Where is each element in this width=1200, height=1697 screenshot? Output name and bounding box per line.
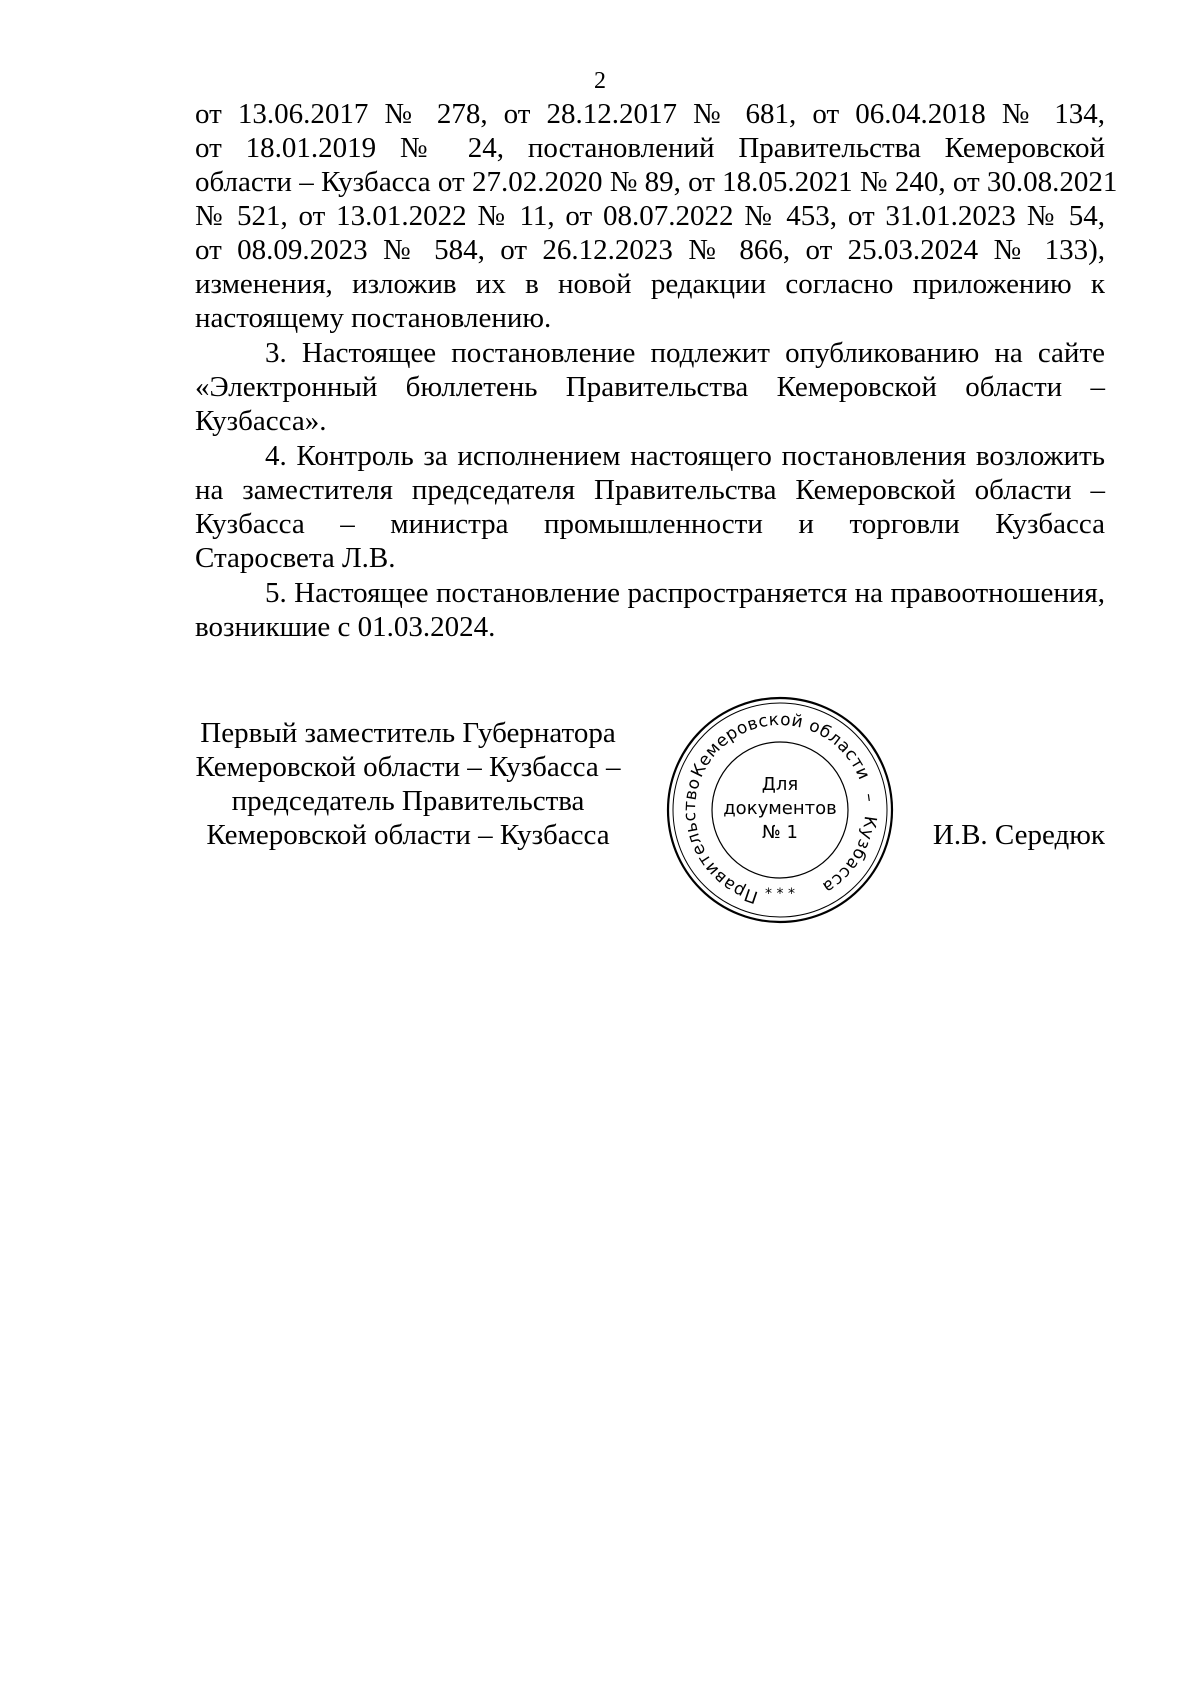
body-line: изменения, изложив их в новой редакции согласно приложению к <box>195 268 1105 300</box>
paragraph-5-line: возникшие с 01.03.2024. <box>195 611 496 643</box>
signatory-position-line: Кемеровской области – Кузбасса – <box>195 751 621 783</box>
body-text <box>0 0 1200 660</box>
official-seal <box>660 690 900 930</box>
signatory-position-line: председатель Правительства <box>231 785 585 817</box>
paragraph-4-line: 4. Контроль за исполнением настоящего постановления возложить <box>265 440 1105 472</box>
seal-center-line: документов <box>723 798 837 819</box>
seal-ring-text-right: Кузбасса <box>818 814 880 898</box>
body-line: № 521, от 13.01.2022 № 11, от 08.07.2022 № 453, от 31.01.2023 № 54, <box>195 200 1105 232</box>
seal-stars: * * * <box>765 886 795 902</box>
paragraph-3-line: Кузбасса». <box>195 405 327 437</box>
body-line: настоящему постановлению. <box>195 302 552 334</box>
signatory-position <box>188 716 628 856</box>
seal-ring-text-left: Правительство <box>679 775 761 907</box>
body-line: от 13.06.2017 № 278, от 28.12.2017 № 681, от 06.04.2018 № 134, <box>195 98 1105 130</box>
signatory-position-line: Первый заместитель Губернатора <box>200 717 616 749</box>
body-line: от 08.09.2023 № 584, от 26.12.2023 № 866, от 25.03.2024 № 133), <box>195 234 1105 266</box>
paragraph-4-line: на заместителя председателя Правительства Кемеровской области – <box>195 474 1105 506</box>
page-number: 2 <box>594 68 606 94</box>
paragraph-3-line: «Электронный бюллетень Правительства Кемеровской области – <box>195 371 1105 403</box>
seal-center-line: Для <box>761 774 799 795</box>
paragraph-3-line: 3. Настоящее постановление подлежит опубликованию на сайте <box>265 337 1105 369</box>
body-line: от 18.01.2019 № 24, постановлений Правительства Кемеровской <box>195 132 1105 164</box>
paragraph-5-line: 5. Настоящее постановление распространяется на правоотношения, <box>265 577 1105 609</box>
signatory-position-line: Кемеровской области – Кузбасса <box>206 819 610 851</box>
seal-ring-dash: – <box>858 791 880 804</box>
seal-ring-text-top: Кемеровской области <box>687 709 874 784</box>
signer-name: И.В. Середюк <box>932 819 1105 851</box>
seal-center-line: № 1 <box>762 822 798 843</box>
body-line: области – Кузбасса от 27.02.2020 № 89, от 18.05.2021 № 240, от 30.08.2021 <box>195 166 1118 198</box>
paragraph-4-line: Кузбасса – министра промышленности и торговли Кузбасса <box>195 508 1105 540</box>
paragraph-4-line: Старосвета Л.В. <box>195 542 396 574</box>
